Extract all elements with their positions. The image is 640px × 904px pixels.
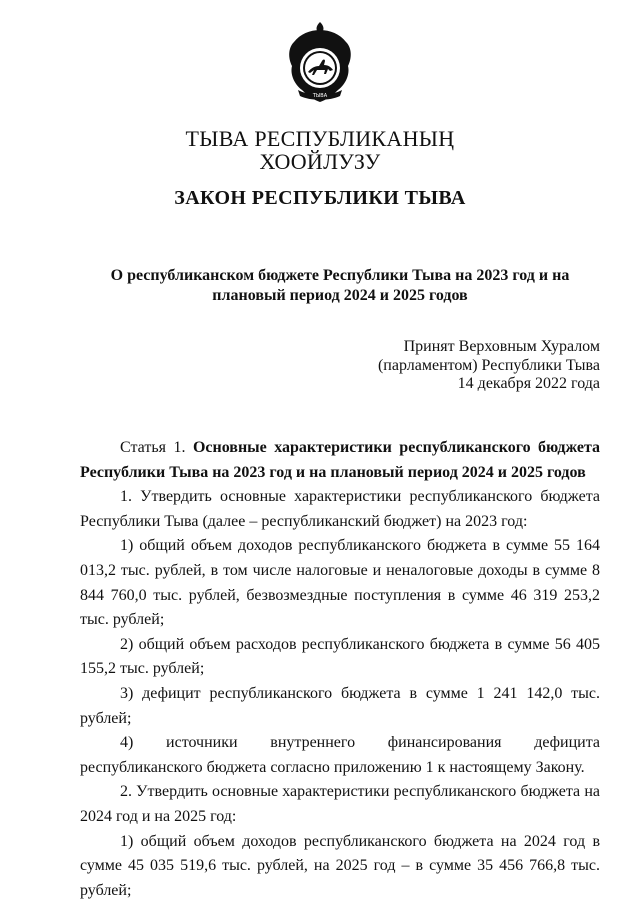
adoption-line-1: Принят Верховным Хуралом [403,338,600,355]
paragraph: 4) источники внутреннего финансирования дефицита республиканского бюджета согласно приложению 1 к настоящему Закону. [80,734,600,776]
law-body [80,436,600,903]
article-1-title: Основные характеристики республиканского бюджета Республики Тыва на 2023 год и на плановый период 2024 и 2025 годов [80,439,601,481]
adoption-info [378,338,600,394]
coat-of-arms-icon [284,18,356,104]
paragraph: 2. Утвердить основные характеристики республиканского бюджета на 2024 год и на 2025 год: [80,783,600,825]
paragraph: 3) дефицит республиканского бюджета в сумме 1 241 142,0 тыс. рублей; [80,684,600,727]
paragraph: 1) общий объем доходов республиканского бюджета на 2024 год в сумме 45 035 519,6 тыс. рублей, на 2025 год – в сумме 35 456 766,8 тыс. рублей; [80,832,600,899]
article-1-prefix: Статья 1. [120,439,193,456]
law-subject: О республиканском бюджете Республики Тыва на 2023 год и на плановый период 2024 и 2025 годов [110,267,570,304]
paragraph: 1) общий объем доходов республиканского бюджета в сумме 55 164 013,2 тыс. рублей, в том числе налоговые и неналоговые доходы в сумме 8 844 760,0 тыс. рублей, безвозмездные поступления в сумме 46 319 253,2 тыс. рублей; [80,537,600,629]
paragraph: 1. Утвердить основные характеристики республиканского бюджета Республики Тыва (далее – республиканский бюджет) на 2023 год: [80,488,600,530]
adoption-date: 14 декабря 2022 года [457,375,600,392]
law-title: ЗАКОН РЕСПУБЛИКИ ТЫВА [174,187,466,209]
paragraph: 2) общий объем расходов республиканского бюджета в сумме 56 405 155,2 тыс. рублей; [80,635,600,678]
emblem-ribbon-text: ТЫВА [312,93,328,99]
header-line-2: ХООЙЛУЗУ [259,149,381,174]
article-1-heading [80,436,600,485]
header-line-1: ТЫВА РЕСПУБЛИКАНЫҢ [185,126,455,151]
adoption-line-2: (парламентом) Республики Тыва [377,356,600,374]
